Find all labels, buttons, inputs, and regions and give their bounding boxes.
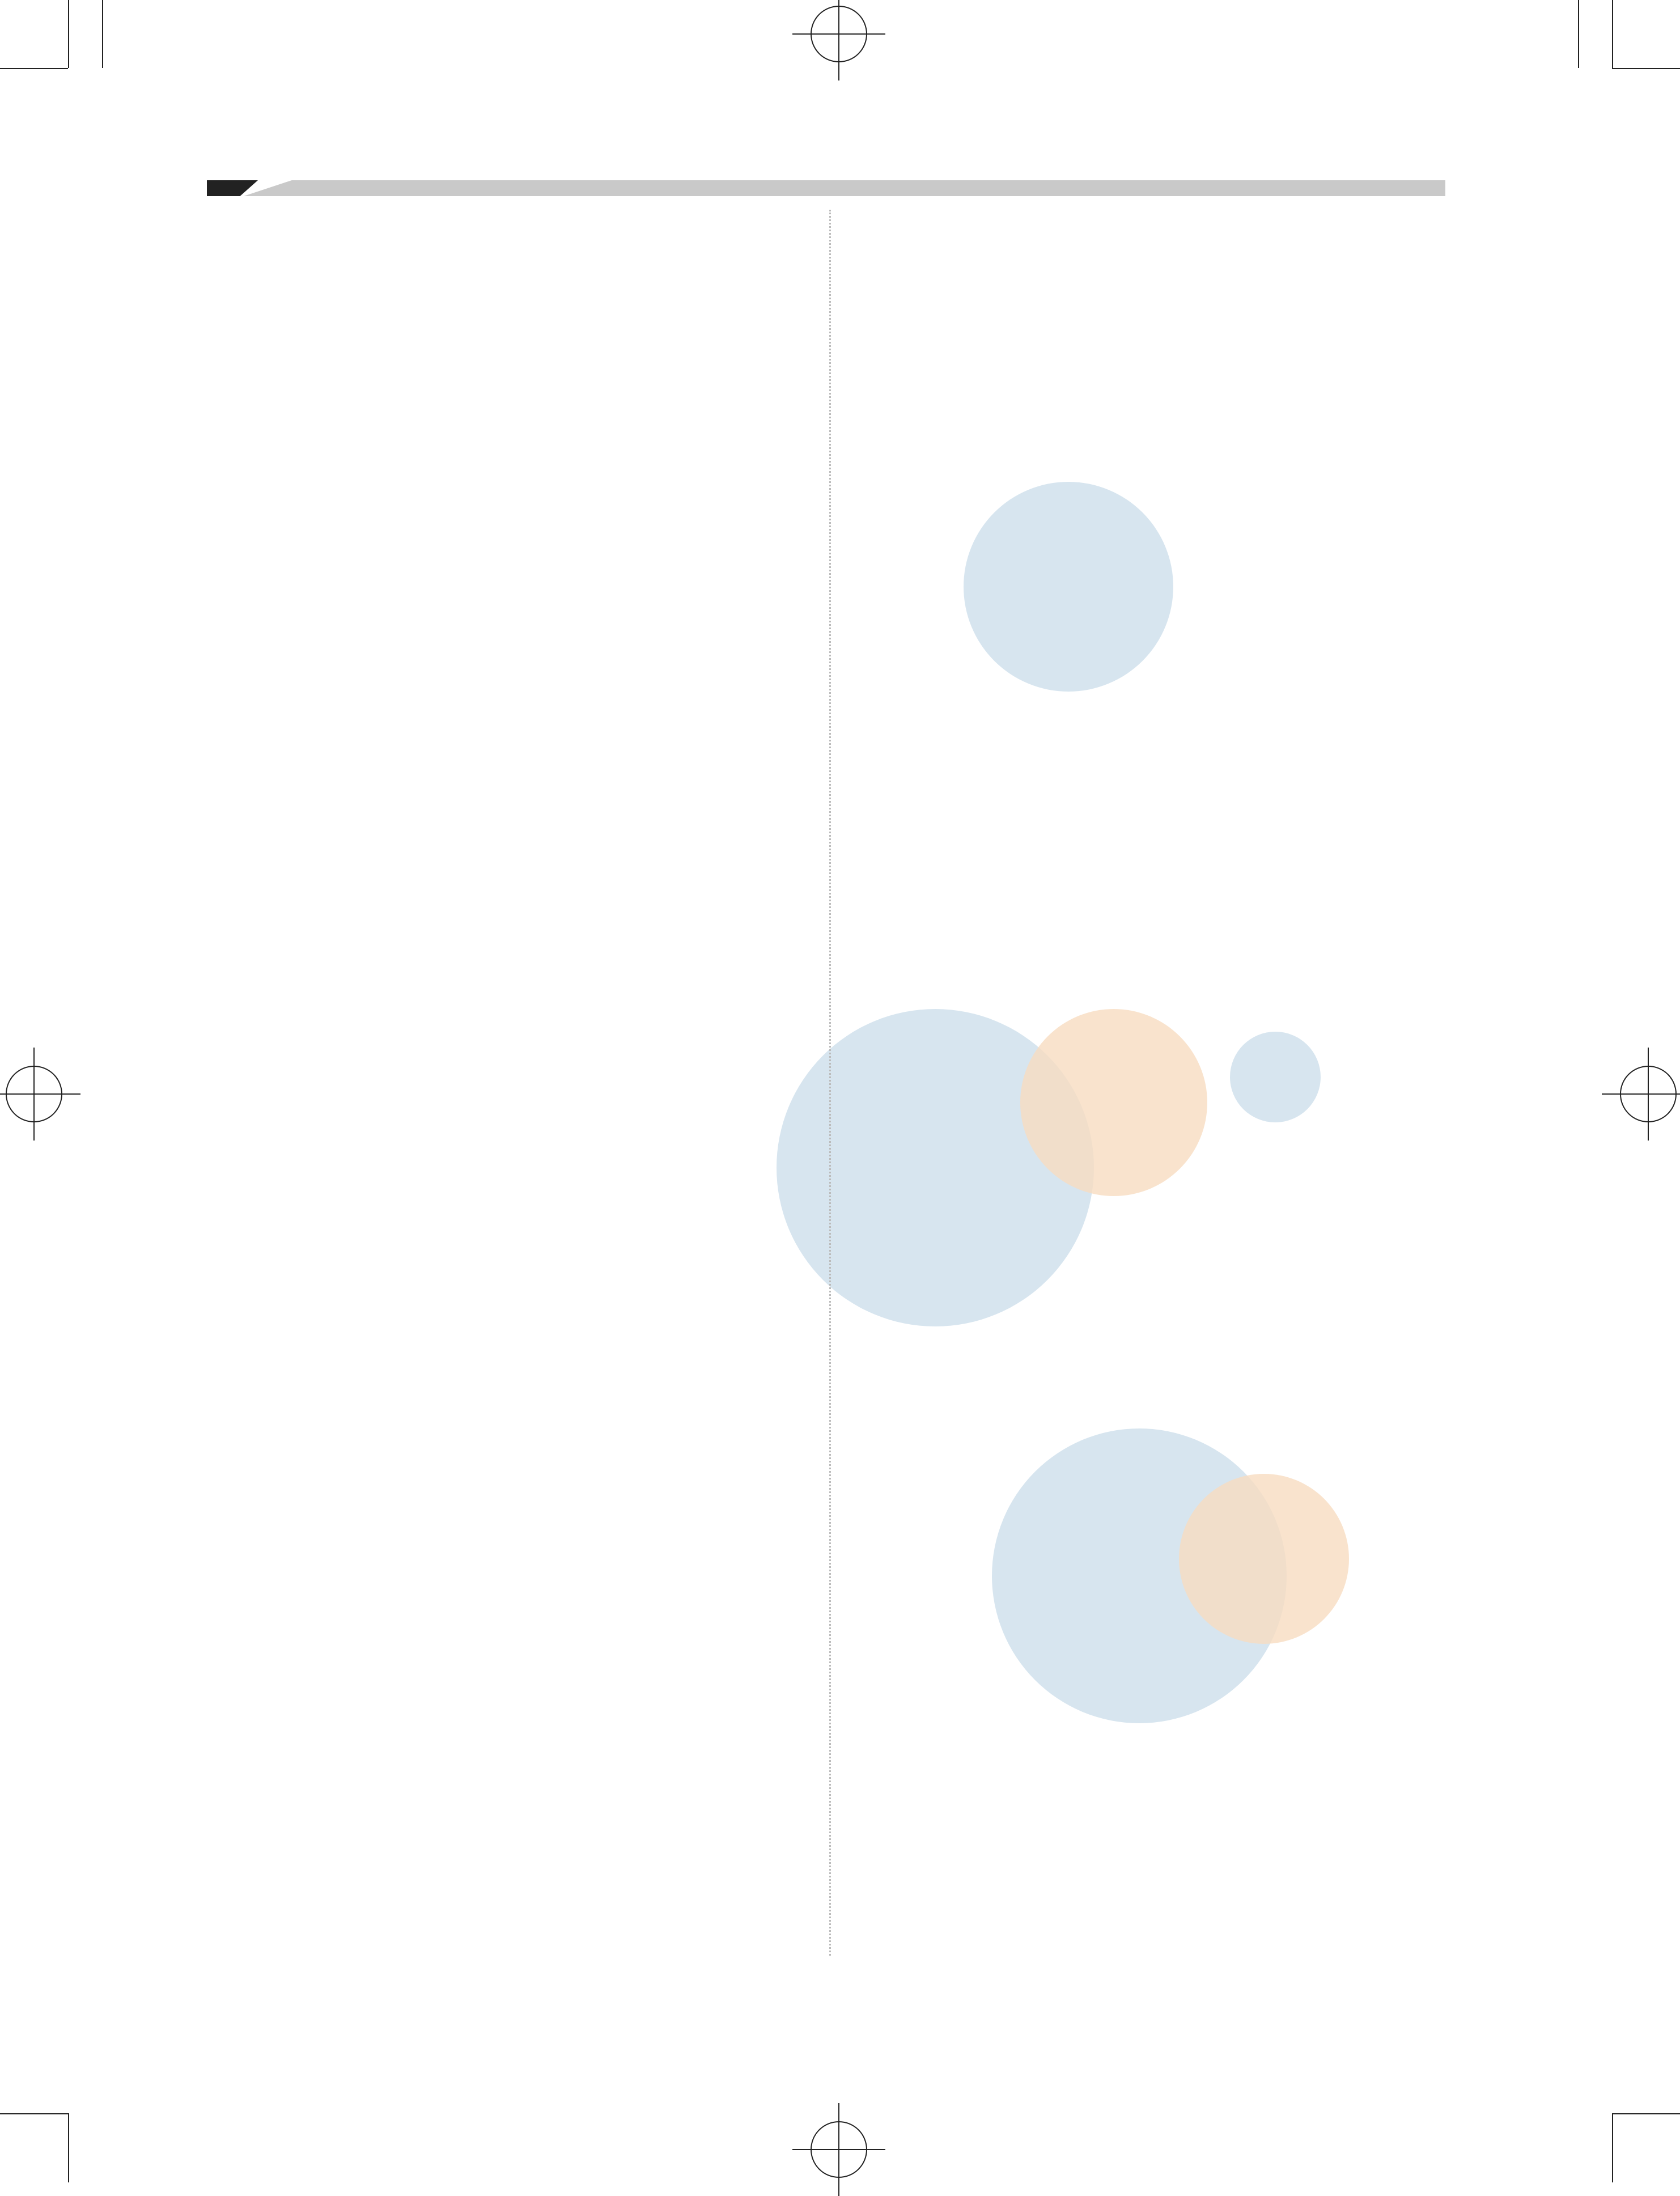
watermark-circle <box>1230 1032 1321 1122</box>
crop-mark <box>1578 0 1579 68</box>
watermark-circle <box>964 482 1173 692</box>
registration-mark <box>811 2121 867 2178</box>
crop-mark <box>1612 68 1680 69</box>
crop-mark <box>0 68 68 69</box>
registration-mark <box>6 1066 62 1122</box>
column-divider <box>829 210 831 1956</box>
header-bar-accent <box>207 180 258 196</box>
registration-mark <box>811 6 867 62</box>
crop-mark <box>1612 2113 1613 2182</box>
crop-mark <box>1612 0 1613 68</box>
watermark-circle <box>1179 1474 1349 1644</box>
crop-mark <box>68 0 69 68</box>
crop-mark <box>1612 2113 1680 2114</box>
crop-mark <box>102 0 103 68</box>
header-bar <box>244 180 1445 196</box>
registration-mark <box>1620 1066 1677 1122</box>
watermark-circle <box>1020 1009 1207 1196</box>
crop-mark <box>0 2113 68 2114</box>
crop-mark <box>68 2113 69 2182</box>
